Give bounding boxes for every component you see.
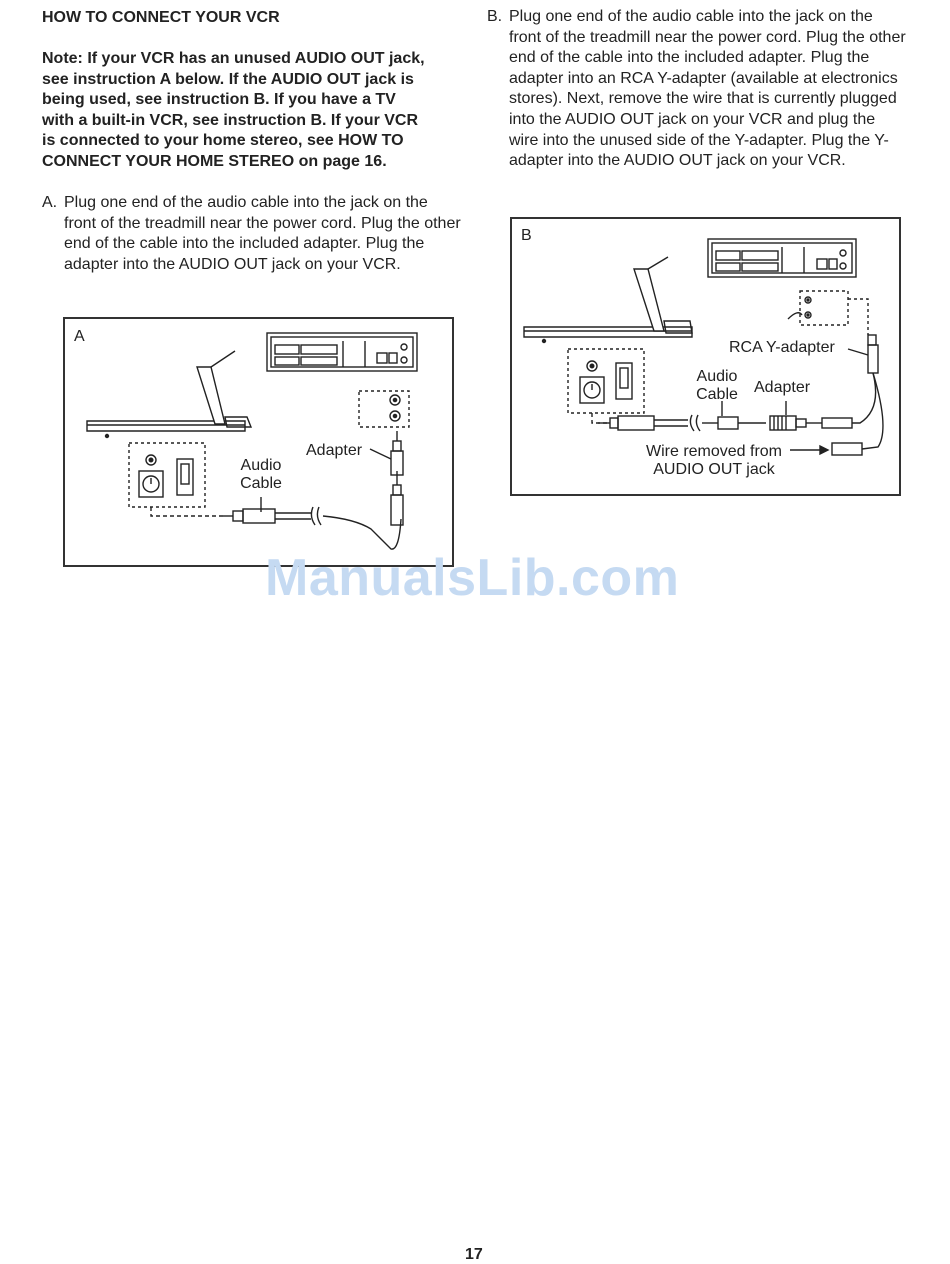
diagram-a — [63, 317, 454, 567]
instruction-b-text: Plug one end of the audio cable into the jack on the front of the treadmill near the power cord. Plug the other end of the cable into the included adapter. Plug the adapter into an RCA Y-adapter (available at electronics stores). Next, remove the wire that is currently plugged into the AUDIO OUT jack on your VCR and plug the wire into the unused side of the Y-adapter. Plug the Y-adapter into the AUDIO OUT jack on your VCR. — [509, 8, 906, 170]
note-line: is connected to your home stereo, see HOW TO — [42, 132, 404, 150]
audio-cable — [598, 415, 766, 431]
note-line: CONNECT YOUR HOME STEREO on page 16. — [42, 152, 387, 170]
instruction-b — [487, 7, 907, 172]
audio-cable-label-line: Cable — [696, 386, 738, 404]
audio-out-inset — [359, 391, 409, 427]
note-line: being used, see instruction B. If you have a TV — [42, 91, 396, 109]
treadmill-icon — [524, 257, 692, 343]
adapter-leader — [370, 449, 391, 459]
instruction-b-label: B. — [487, 8, 503, 25]
instruction-a-text: Plug one end of the audio cable into the jack on the front of the treadmill near the power cord. Plug the other end of the cable into the included adapter. Plug the adapter into the AUDIO OUT jack on your VCR. — [64, 194, 461, 273]
audio-cable-plug — [223, 507, 321, 525]
watermark: ManualsLib.com — [265, 549, 680, 607]
note-line: Note: If your VCR has an unused AUDIO OUT jack, — [42, 50, 425, 67]
adapter-icon — [391, 431, 403, 525]
rca-y-adapter-leader — [848, 349, 868, 355]
adapter-label: Adapter — [754, 379, 811, 396]
section-heading: HOW TO CONNECT YOUR VCR — [42, 9, 280, 26]
audio-cable-label — [231, 457, 291, 494]
audio-cable-label-line: Audio — [240, 457, 282, 474]
diagram-a-illustration — [65, 319, 456, 569]
arrowhead-icon — [820, 446, 828, 454]
rca-y-adapter-icon — [832, 335, 883, 455]
wire-removed-label-line: AUDIO OUT jack — [653, 461, 775, 479]
adapter-label: Adapter — [306, 442, 363, 459]
vcr-icon — [267, 333, 417, 371]
audio-cable-label-line: Cable — [240, 475, 282, 493]
treadmill-jack-inset — [568, 349, 644, 413]
instruction-a-label: A. — [42, 194, 58, 211]
wire-removed-label — [634, 443, 794, 480]
audio-cable — [323, 516, 401, 549]
diagram-b — [510, 217, 901, 496]
diagram-a-letter: A — [74, 328, 85, 345]
note-line: with a built-in VCR, see instruction B. If your VCR — [42, 111, 419, 129]
treadmill-jack-inset — [129, 443, 205, 507]
instruction-a — [42, 193, 462, 275]
adapter-icon — [770, 416, 852, 430]
vcr-icon — [708, 239, 856, 277]
page-number: 17 — [465, 1246, 483, 1263]
audio-cable-label — [684, 368, 750, 405]
note-line: see instruction A below. If the AUDIO OUT jack is — [42, 70, 414, 88]
audio-cable-label-line: Audio — [696, 368, 738, 385]
treadmill-icon — [87, 351, 251, 438]
audio-out-inset — [788, 291, 868, 335]
rca-y-adapter-label: RCA Y-adapter — [729, 339, 835, 356]
note-paragraph — [42, 49, 462, 173]
diagram-b-letter: B — [521, 227, 532, 244]
wire-removed-label-line: Wire removed from — [645, 443, 783, 460]
